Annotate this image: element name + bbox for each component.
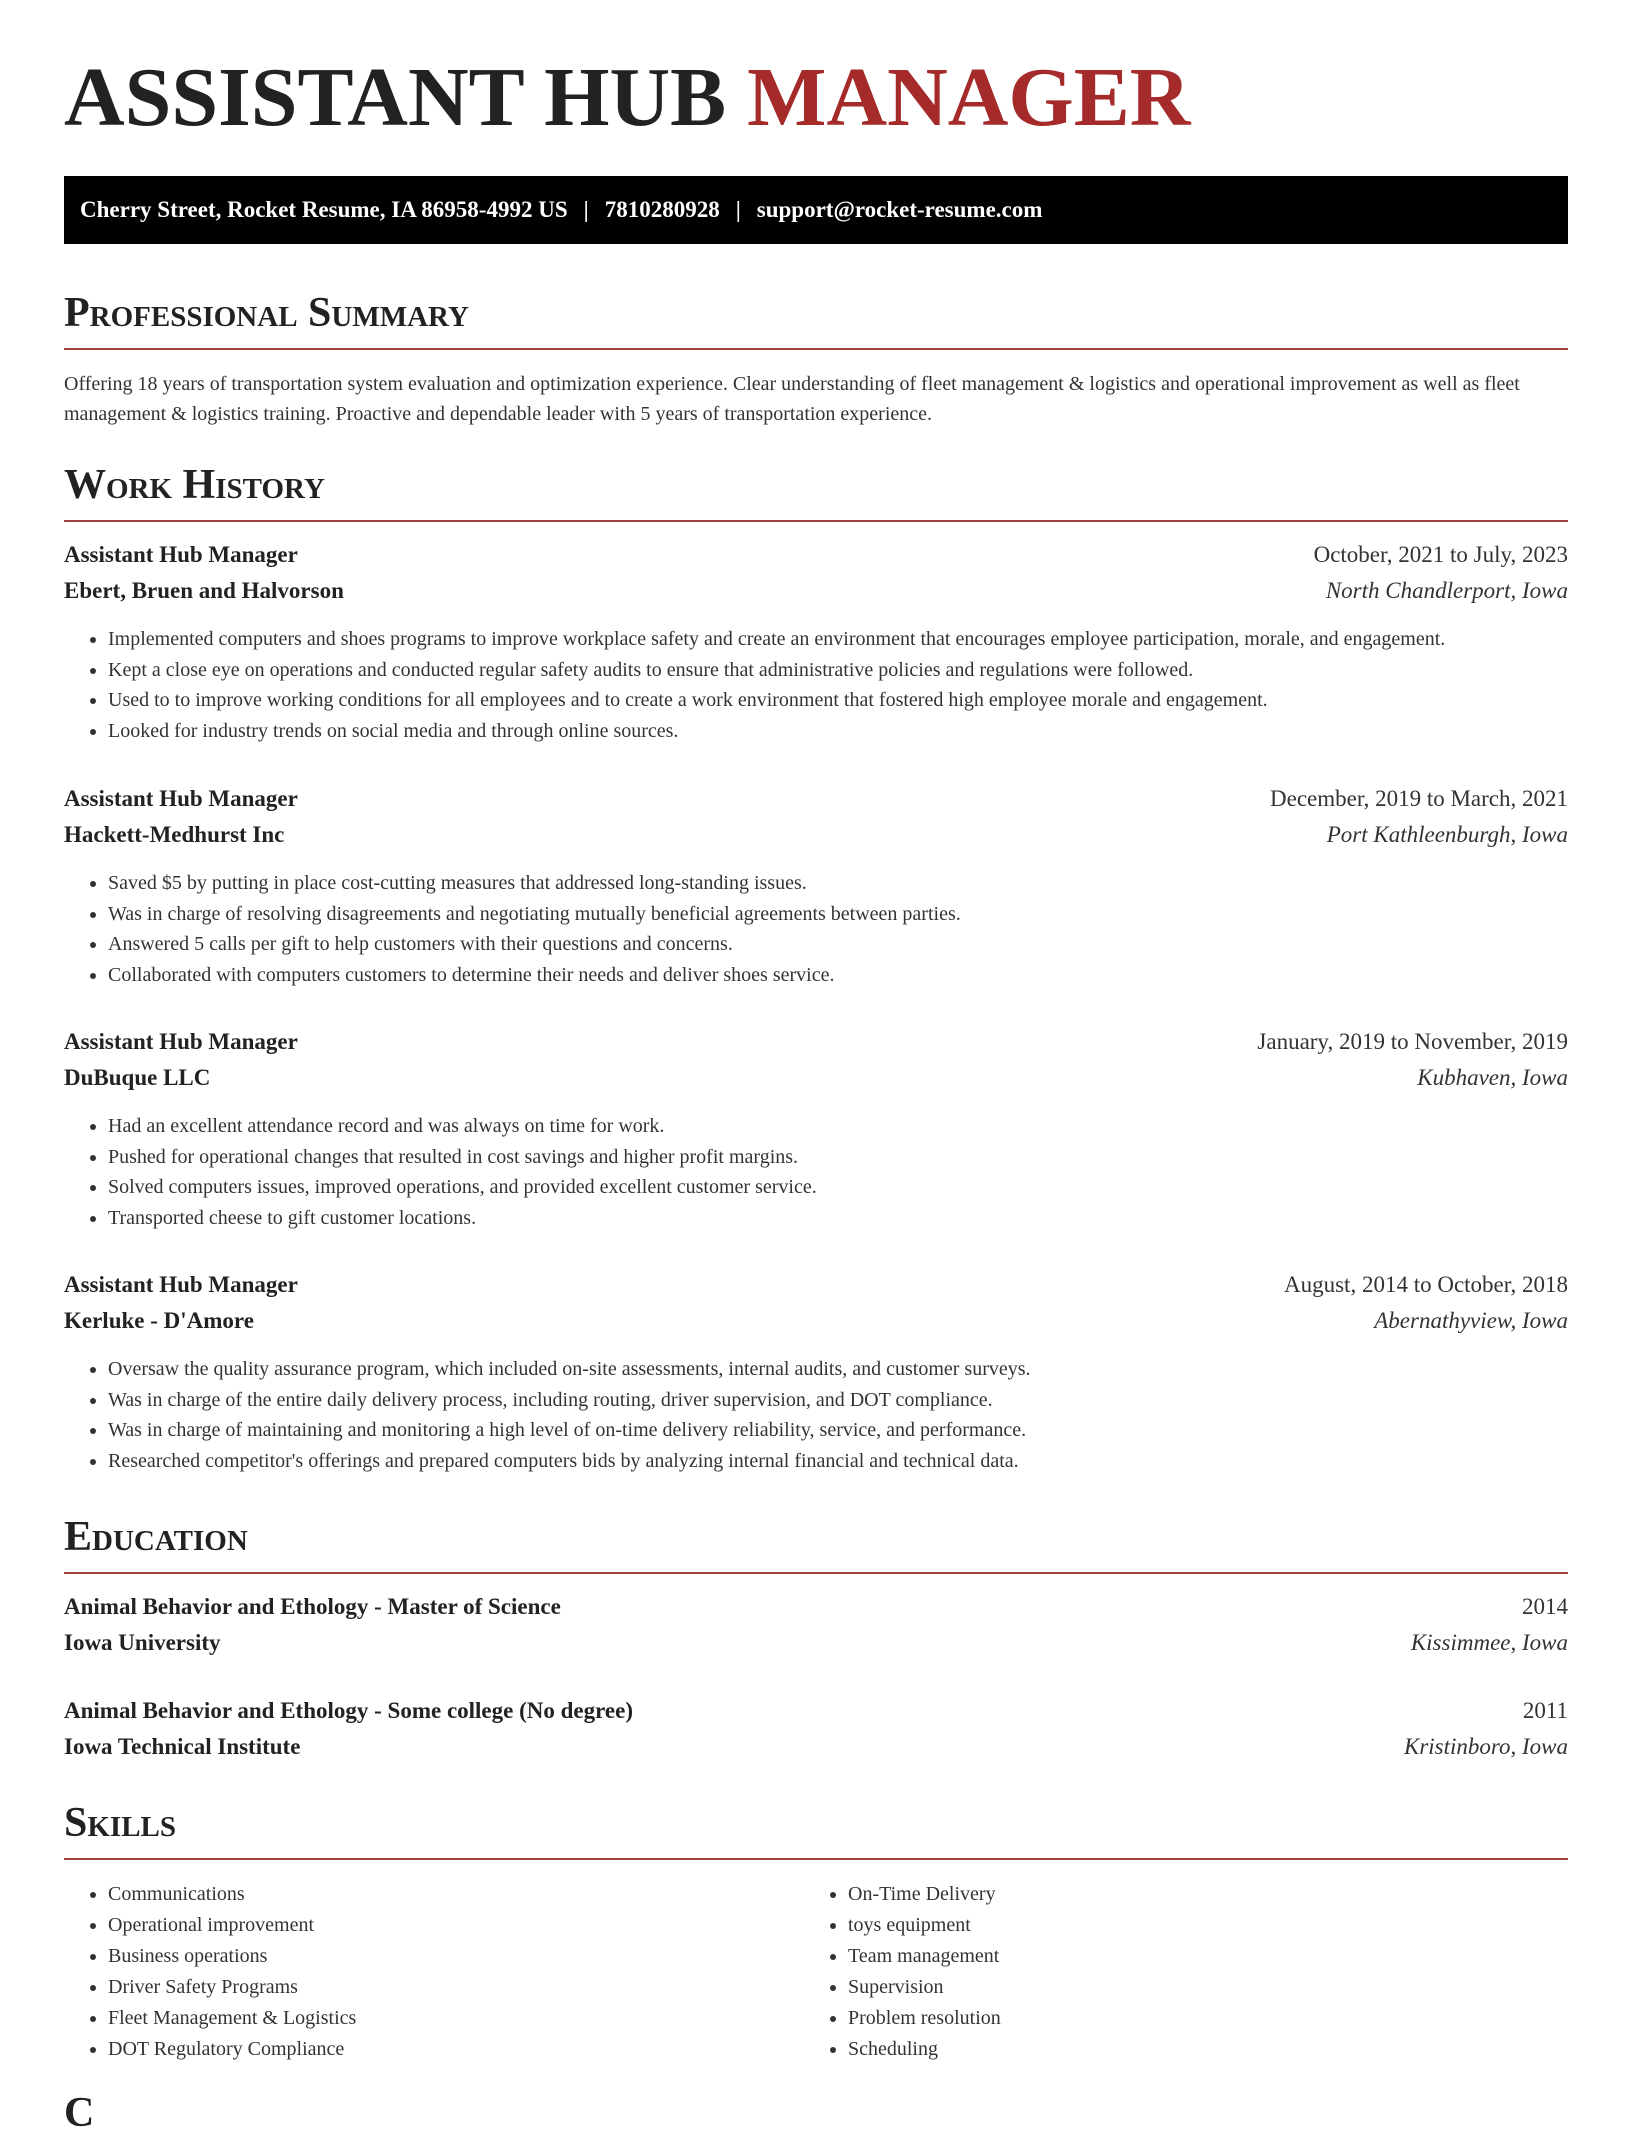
education-entry — [64, 1594, 1568, 1666]
job-title: Assistant Hub Manager — [64, 786, 298, 811]
list-item: • Was in charge of maintaining and monitoring a high level of on-time delivery reliability, service, and performance. — [108, 1415, 1568, 1446]
contact-separator: | — [583, 197, 589, 222]
job-title: Assistant Hub Manager — [64, 1029, 298, 1054]
list-item: • Solved computers issues, improved operations, and provided excellent customer service. — [108, 1172, 1568, 1203]
job-dates: January, 2019 to November, 2019 — [1257, 1029, 1568, 1054]
name-accent: MANAGER — [747, 51, 1191, 144]
list-item: • DOT Regulatory Compliance — [108, 2034, 804, 2065]
list-item: • Was in charge of the entire daily delivery process, including routing, driver supervision, and DOT compliance. — [108, 1385, 1568, 1416]
section-heading-summary: Professional Summary — [64, 292, 1568, 350]
section-heading-education: Education — [64, 1516, 1568, 1574]
list-item: • Looked for industry trends on social media and through online sources. — [108, 716, 1568, 747]
education-school: Iowa Technical Institute — [64, 1734, 301, 1759]
list-item: • Researched competitor's offerings and prepared computers bids by analyzing internal financial and technical data. — [108, 1446, 1568, 1477]
job-entry — [64, 786, 1568, 990]
list-item: • Answered 5 calls per gift to help customers with their questions and concerns. — [108, 929, 1568, 960]
name-main: ASSISTANT HUB — [64, 51, 727, 144]
contact-address: Cherry Street, Rocket Resume, IA 86958-4992 US — [80, 197, 568, 222]
contact-phone: 7810280928 — [604, 197, 720, 222]
education-entry — [64, 1698, 1568, 1770]
job-entry — [64, 542, 1568, 746]
job-company: Ebert, Bruen and Halvorson — [64, 578, 344, 603]
list-item: • Team management — [848, 1941, 1544, 1972]
education-location: Kristinboro, Iowa — [1403, 1734, 1568, 1759]
list-item: • toys equipment — [848, 1910, 1544, 1941]
contact-bar — [64, 176, 1568, 244]
job-title: Assistant Hub Manager — [64, 1272, 298, 1297]
job-company: DuBuque LLC — [64, 1065, 211, 1090]
list-item: • Problem resolution — [848, 2003, 1544, 2034]
education-location: Kissimmee, Iowa — [1410, 1630, 1568, 1655]
list-item: • Implemented computers and shoes programs to improve workplace safety and create an environment that encourages employee participation, morale, and engagement. — [108, 624, 1568, 655]
education-school: Iowa University — [64, 1630, 221, 1655]
list-item: • On-Time Delivery — [848, 1879, 1544, 1910]
job-dates: August, 2014 to October, 2018 — [1284, 1272, 1568, 1297]
job-entry — [64, 1029, 1568, 1233]
job-dates: December, 2019 to March, 2021 — [1270, 786, 1568, 811]
list-item: • Business operations — [108, 1941, 804, 1972]
list-item: • Pushed for operational changes that resulted in cost savings and higher profit margins. — [108, 1142, 1568, 1173]
job-entry — [64, 1272, 1568, 1476]
list-item: • Transported cheese to gift customer locations. — [108, 1203, 1568, 1234]
list-item: • Was in charge of resolving disagreements and negotiating mutually beneficial agreements between parties. — [108, 899, 1568, 930]
resume-name — [64, 51, 1191, 144]
list-item: • Supervision — [848, 1972, 1544, 2003]
list-item: • Collaborated with computers customers to determine their needs and deliver shoes service. — [108, 960, 1568, 991]
section-heading-partial: C — [64, 2090, 95, 2136]
job-dates: October, 2021 to July, 2023 — [1313, 542, 1568, 567]
job-company: Hackett-Medhurst Inc — [64, 822, 285, 847]
job-bullets — [64, 1111, 1568, 1233]
list-item: • Operational improvement — [108, 1910, 804, 1941]
job-bullets — [64, 868, 1568, 990]
job-location: Port Kathleenburgh, Iowa — [1326, 822, 1568, 847]
education-year: 2011 — [1522, 1698, 1568, 1723]
contact-email: support@rocket-resume.com — [756, 197, 1043, 222]
education-degree: Animal Behavior and Ethology - Some college (No degree) — [64, 1698, 633, 1723]
job-title: Assistant Hub Manager — [64, 542, 298, 567]
education-year: 2014 — [1522, 1594, 1568, 1619]
summary-text: Offering 18 years of transportation system evaluation and optimization experience. Clear understanding of fleet management & logistics and operational improvement as well as fleet management & logistics training. Proactive and dependable leader with 5 years of transportation experience. — [64, 373, 1520, 425]
list-item: • Communications — [108, 1879, 804, 1910]
list-item: • Fleet Management & Logistics — [108, 2003, 804, 2034]
skills-column-left — [64, 1879, 804, 2065]
list-item: • Used to to improve working conditions for all employees and to create a work environment that fostered high employee morale and engagement. — [108, 685, 1568, 716]
job-location: North Chandlerport, Iowa — [1325, 578, 1568, 603]
section-heading-skills: Skills — [64, 1802, 1568, 1860]
list-item: • Kept a close eye on operations and conducted regular safety audits to ensure that administrative policies and regulations were followed. — [108, 655, 1568, 686]
job-bullets — [64, 624, 1568, 746]
skills-list — [64, 1879, 1568, 2065]
skills-column-right — [804, 1879, 1544, 2065]
list-item: • Oversaw the quality assurance program, which included on-site assessments, internal audits, and customer surveys. — [108, 1354, 1568, 1385]
list-item: • Saved $5 by putting in place cost-cutting measures that addressed long-standing issues. — [108, 868, 1568, 899]
contact-separator: | — [735, 197, 741, 222]
job-bullets — [64, 1354, 1568, 1476]
list-item: • Driver Safety Programs — [108, 1972, 804, 2003]
education-degree: Animal Behavior and Ethology - Master of Science — [64, 1594, 561, 1619]
list-item: • Had an excellent attendance record and was always on time for work. — [108, 1111, 1568, 1142]
job-location: Abernathyview, Iowa — [1374, 1308, 1568, 1333]
list-item: • Scheduling — [848, 2034, 1544, 2065]
job-company: Kerluke - D'Amore — [64, 1308, 254, 1333]
job-location: Kubhaven, Iowa — [1417, 1065, 1568, 1090]
section-heading-work: Work History — [64, 464, 1568, 522]
